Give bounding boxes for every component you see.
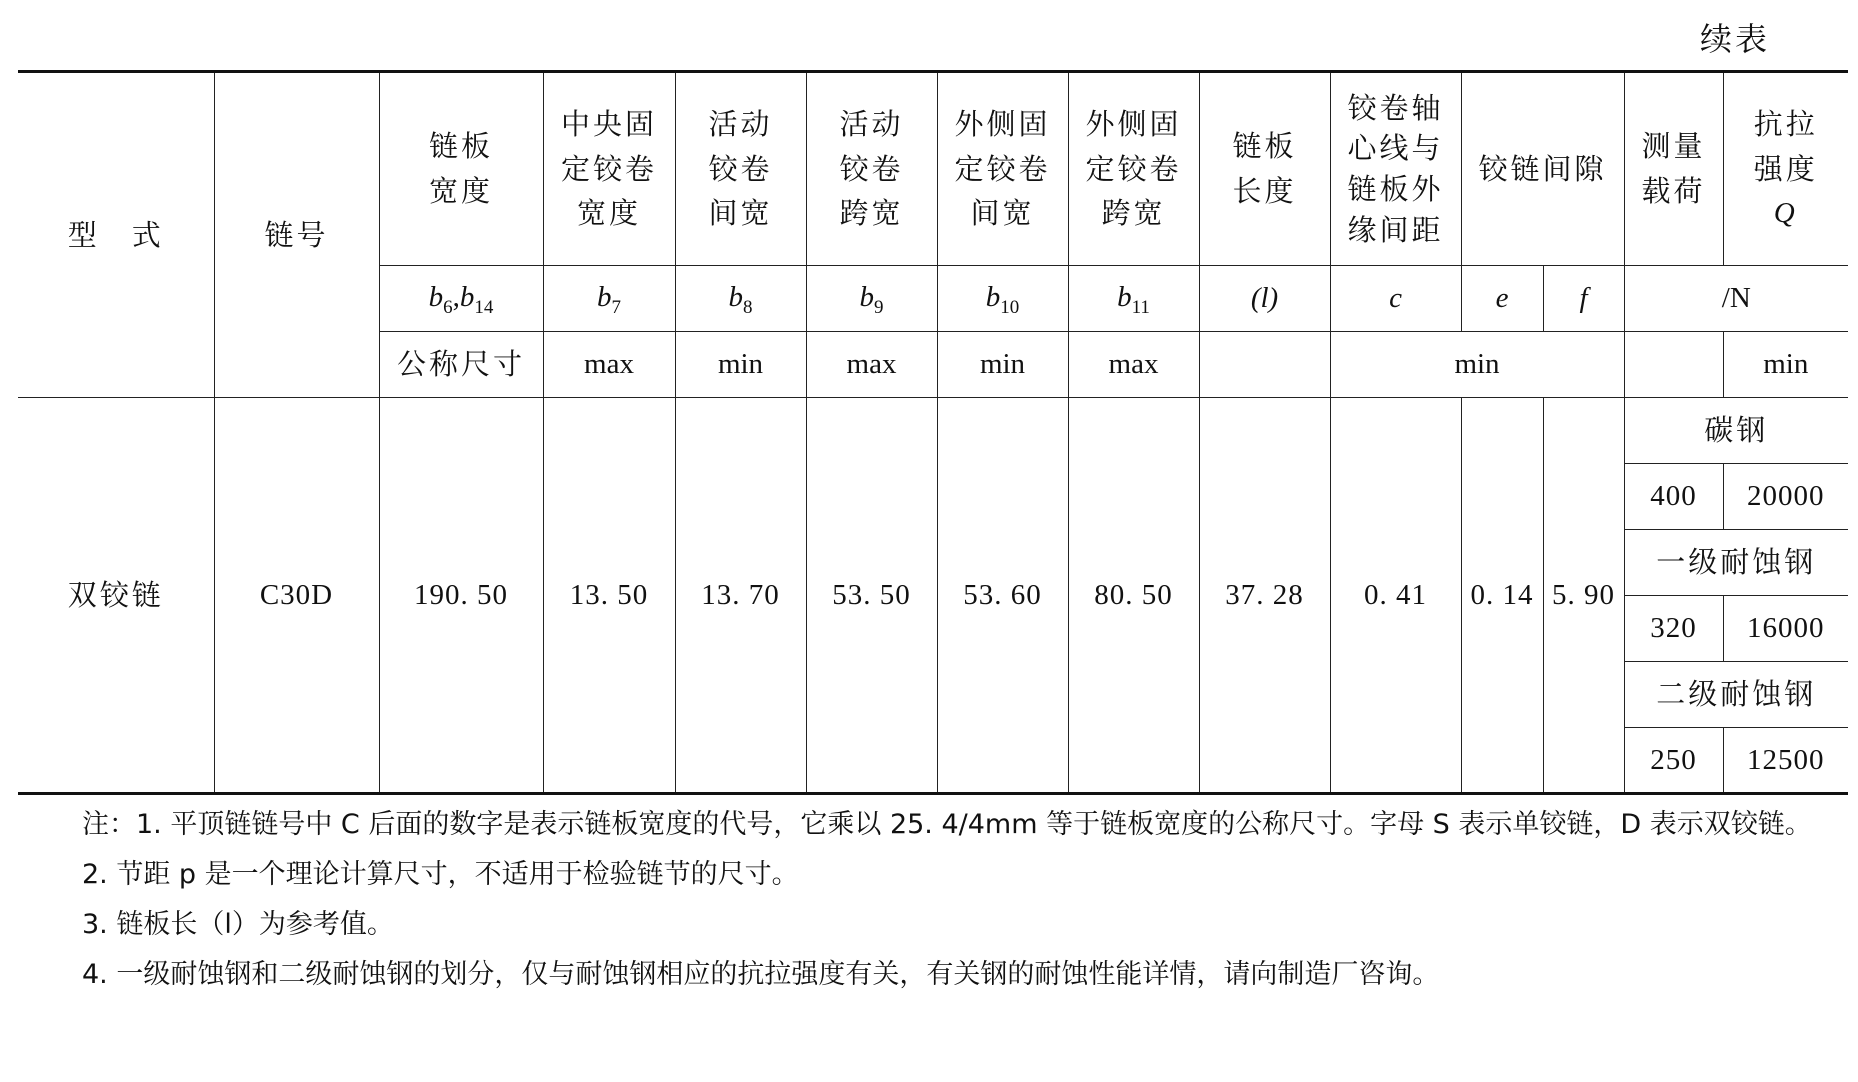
load-grade1-stainless: 320 xyxy=(1624,596,1723,662)
header-outer-hinge-span: 外侧固 定铰卷 跨宽 xyxy=(1068,72,1199,266)
note-2: 2. 节距 p 是一个理论计算尺寸，不适用于检验链节的尺寸。 xyxy=(82,859,799,890)
symbol-b7: $b_7$ xyxy=(543,266,675,332)
symbol-l: (l) xyxy=(1199,266,1330,332)
symbol-e: e xyxy=(1461,266,1543,332)
limit-b8: min xyxy=(675,332,806,398)
strength-grade1-stainless: 16000 xyxy=(1723,596,1848,662)
limit-q: min xyxy=(1723,332,1848,398)
row-b9: 53. 50 xyxy=(806,398,937,794)
note-4: 4. 一级耐蚀钢和二级耐蚀钢的划分，仅与耐蚀钢相应的抗拉强度有关，有关钢的耐蚀性能详情，请向制造厂咨询。 xyxy=(82,959,1440,990)
row-chain-no: C30D xyxy=(214,398,379,794)
header-measure-load: 测量 载荷 xyxy=(1624,72,1723,266)
limit-load-empty xyxy=(1624,332,1723,398)
symbol-b11: $b_{11}$ xyxy=(1068,266,1199,332)
load-grade2-stainless: 250 xyxy=(1624,728,1723,794)
material-carbon-steel: 碳钢 xyxy=(1624,398,1848,464)
limit-b11: max xyxy=(1068,332,1199,398)
symbol-b9: $b_9$ xyxy=(806,266,937,332)
header-axis-to-edge: 铰卷轴 心线与 链板外 缘间距 xyxy=(1330,72,1461,266)
limit-b9: max xyxy=(806,332,937,398)
row-e: 0. 14 xyxy=(1461,398,1543,794)
header-type: 型 式 xyxy=(18,72,214,398)
limit-nominal: 公称尺寸 xyxy=(379,332,543,398)
symbol-c: c xyxy=(1330,266,1461,332)
header-chain-no: 链号 xyxy=(214,72,379,398)
row-b8: 13. 70 xyxy=(675,398,806,794)
row-l: 37. 28 xyxy=(1199,398,1330,794)
material-grade2-stainless: 二级耐蚀钢 xyxy=(1624,662,1848,728)
limit-b10: min xyxy=(937,332,1068,398)
symbol-b8: $b_8$ xyxy=(675,266,806,332)
load-carbon-steel: 400 xyxy=(1624,464,1723,530)
limit-l-empty xyxy=(1199,332,1330,398)
strength-grade2-stainless: 12500 xyxy=(1723,728,1848,794)
header-plate-width: 链板 宽度 xyxy=(379,72,543,266)
note-3: 3. 链板长（l）为参考值。 xyxy=(82,909,394,940)
row-b10: 53. 60 xyxy=(937,398,1068,794)
header-outer-hinge-gap: 外侧固 定铰卷 间宽 xyxy=(937,72,1068,266)
header-moving-hinge-gap: 活动 铰卷 间宽 xyxy=(675,72,806,266)
symbol-b6-b14: $b_6,b_{14}$ xyxy=(379,266,543,332)
limit-cef: min xyxy=(1330,332,1624,398)
limit-b7: max xyxy=(543,332,675,398)
header-moving-hinge-span: 活动 铰卷 跨宽 xyxy=(806,72,937,266)
table-notes xyxy=(18,800,1848,1000)
header-center-hinge-width: 中央固 定铰卷 宽度 xyxy=(543,72,675,266)
chain-spec-table xyxy=(18,70,1848,795)
strength-carbon-steel: 20000 xyxy=(1723,464,1848,530)
unit-newton: /N xyxy=(1624,266,1848,332)
header-plate-length: 链板 长度 xyxy=(1199,72,1330,266)
symbol-b10: $b_{10}$ xyxy=(937,266,1068,332)
header-hinge-clearance: 铰链间隙 xyxy=(1461,72,1624,266)
continued-table-label: 续表 xyxy=(1700,20,1771,58)
row-b6-b14: 190. 50 xyxy=(379,398,543,794)
header-tensile-strength: 抗拉 强度 Q xyxy=(1723,72,1848,266)
symbol-f: f xyxy=(1543,266,1624,332)
material-grade1-stainless: 一级耐蚀钢 xyxy=(1624,530,1848,596)
note-1: 注：1. 平顶链链号中 C 后面的数字是表示链板宽度的代号，它乘以 25. 4/4mm 等于链板宽度的公称尺寸。字母 S 表示单铰链，D 表示双铰链。 xyxy=(82,809,1812,840)
row-type: 双铰链 xyxy=(18,398,214,794)
row-b7: 13. 50 xyxy=(543,398,675,794)
row-f: 5. 90 xyxy=(1543,398,1624,794)
row-c: 0. 41 xyxy=(1330,398,1461,794)
row-b11: 80. 50 xyxy=(1068,398,1199,794)
